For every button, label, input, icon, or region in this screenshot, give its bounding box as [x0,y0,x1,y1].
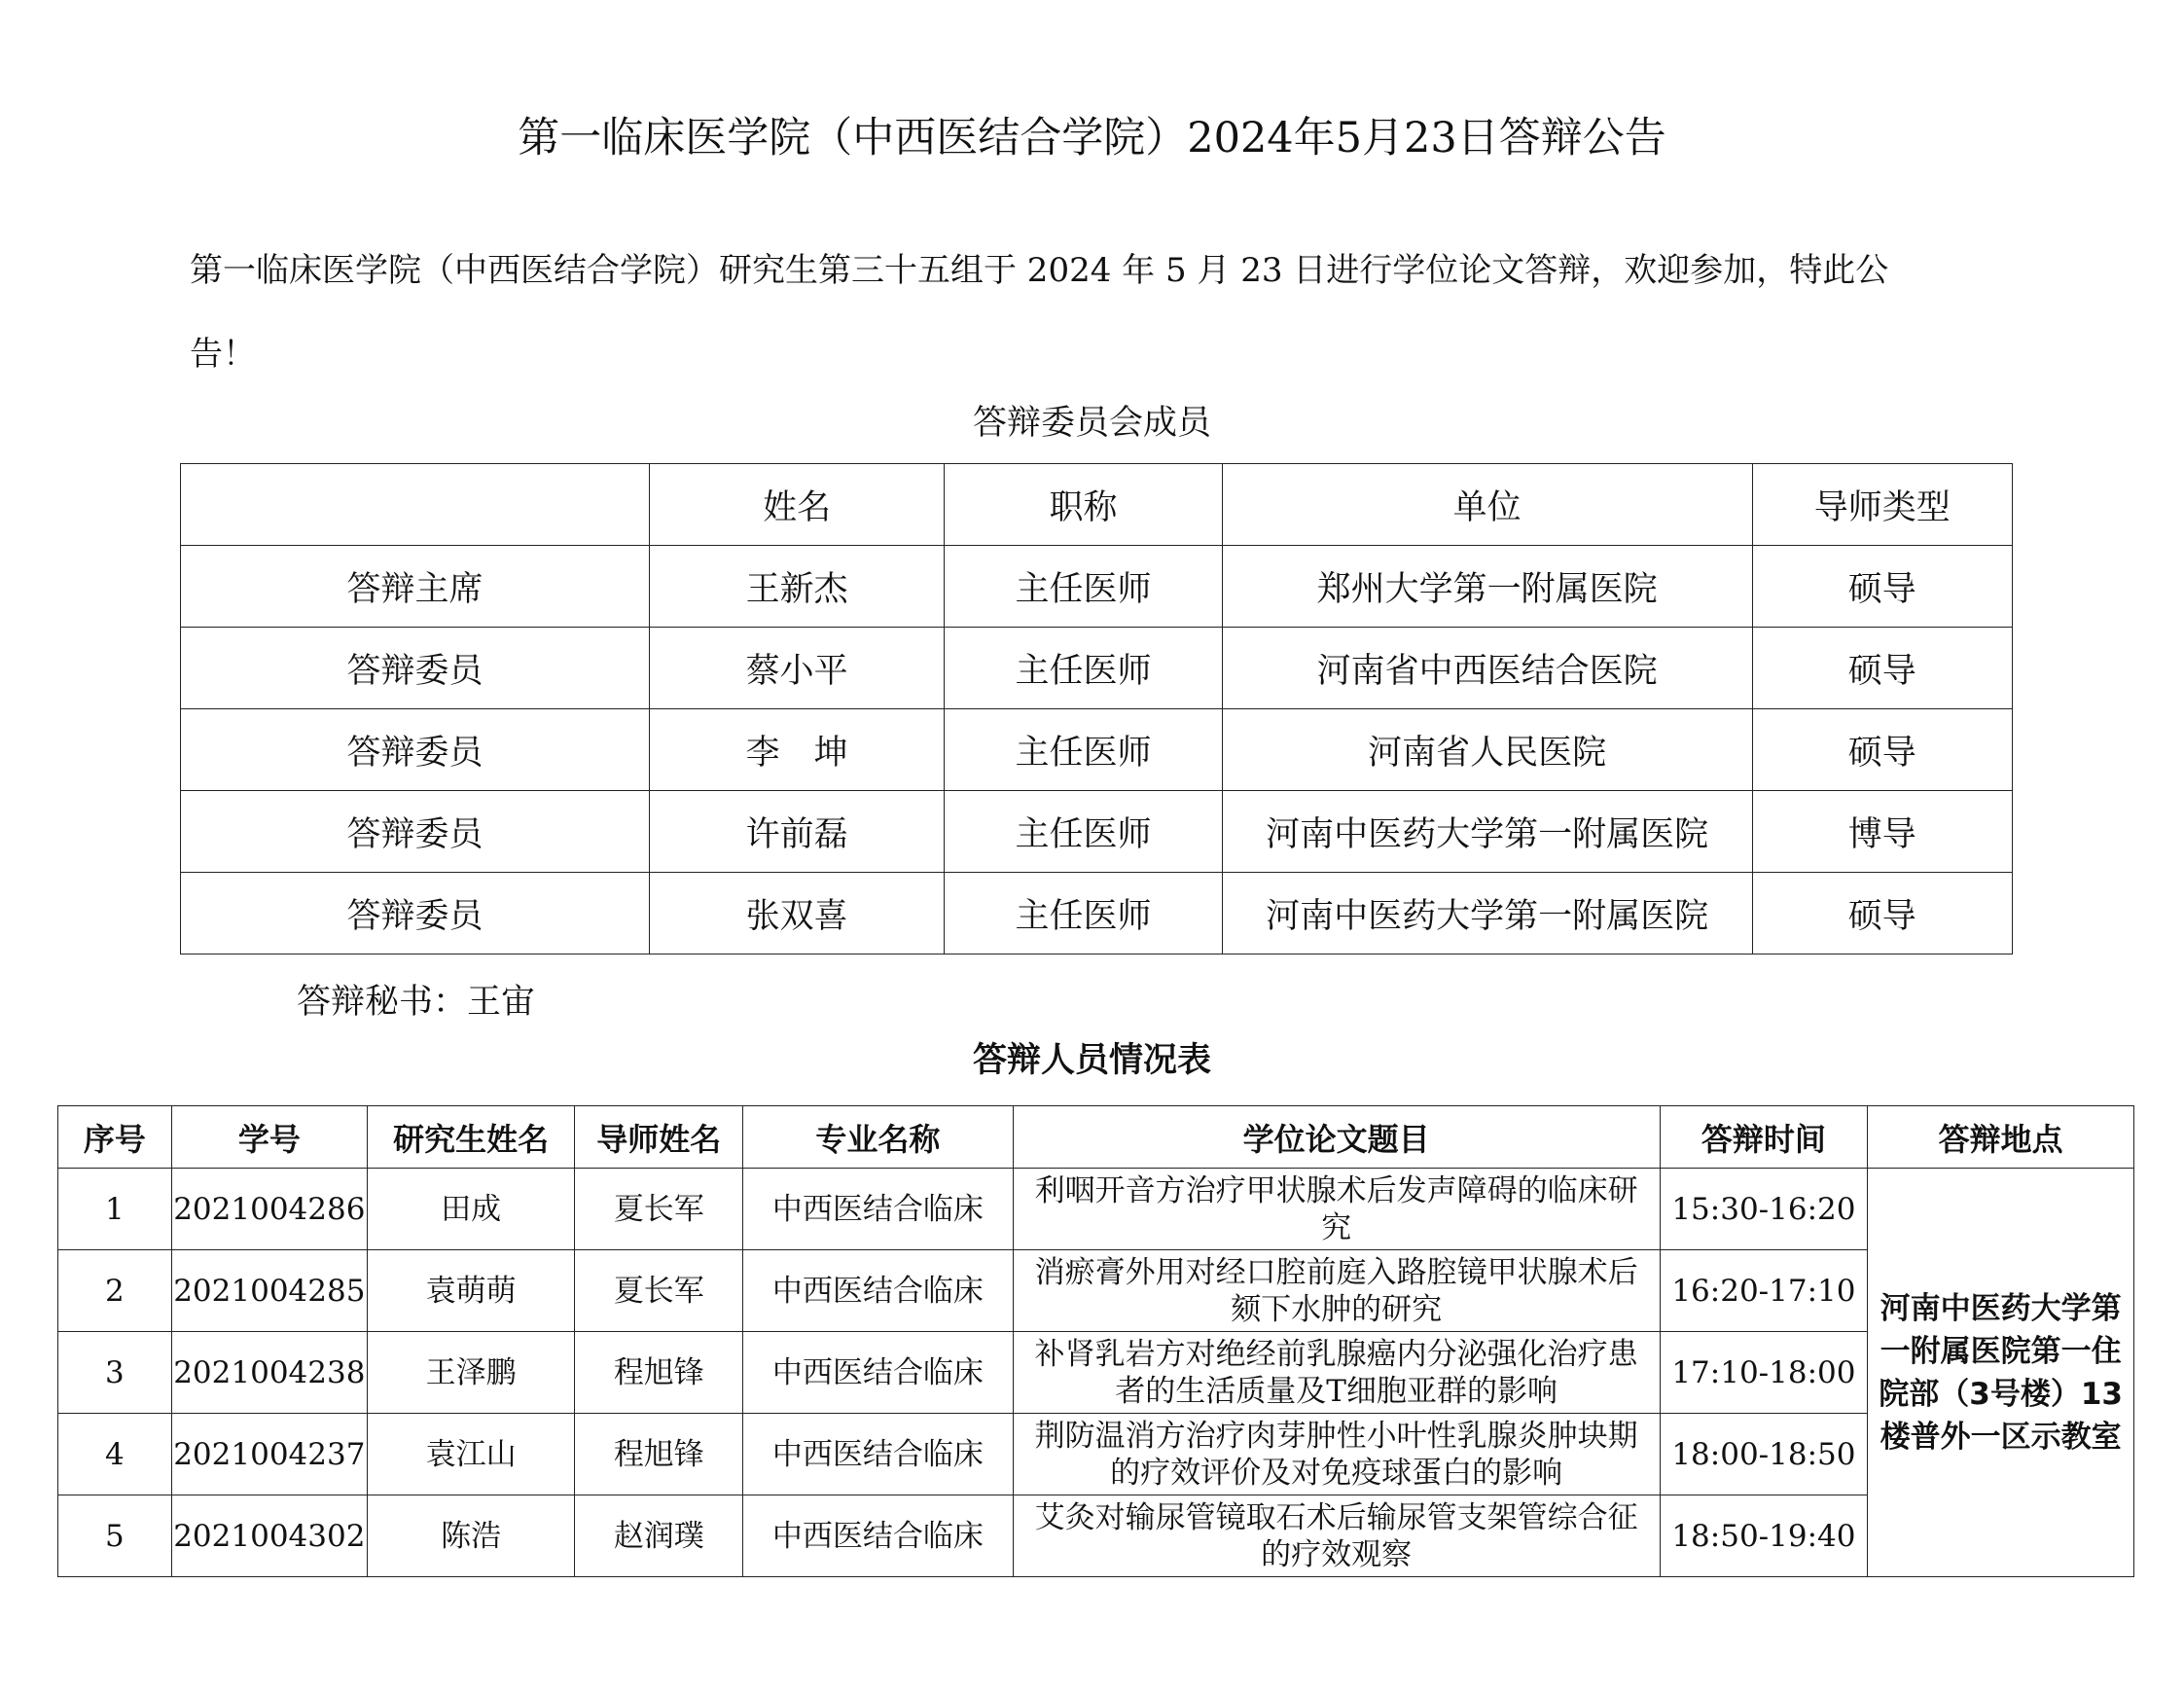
page-title: 第一临床医学院（中西医结合学院）2024年5月23日答辩公告 [518,114,1666,162]
applicant-major: 中西医结合临床 [743,1495,1014,1577]
committee-row [181,873,2013,955]
committee-row [181,709,2013,791]
applicants-header-thesis-title: 学位论文题目 [1013,1106,1660,1169]
applicant-student-id: 2021004238 [171,1332,367,1414]
applicant-defense-time: 15:30-16:20 [1660,1169,1868,1250]
applicant-major: 中西医结合临床 [743,1169,1014,1250]
committee-advisor-type: 硕导 [1752,628,2012,709]
applicant-major: 中西医结合临床 [743,1414,1014,1495]
committee-unit: 河南省人民医院 [1222,709,1752,791]
applicants-header-major: 专业名称 [743,1106,1014,1169]
committee-header-title: 职称 [945,464,1222,546]
applicant-index: 2 [58,1250,172,1332]
committee-role: 答辩委员 [181,873,650,955]
committee-title-cell: 主任医师 [945,628,1222,709]
applicant-student-name: 陈浩 [367,1495,575,1577]
applicant-major: 中西医结合临床 [743,1332,1014,1414]
committee-unit: 河南中医药大学第一附属医院 [1222,873,1752,955]
committee-title: 答辩委员会成员 [972,404,1211,443]
intro-line-1: 第一临床医学院（中西医结合学院）研究生第三十五组于 2024 年 5 月 23 日进行学位论文答辩，欢迎参加，特此公 [190,251,1889,290]
applicant-row [58,1169,2134,1250]
committee-row [181,546,2013,628]
applicants-table [57,1105,2134,1577]
committee-secretary: 答辩秘书：王宙 [297,983,536,1022]
intro-paragraph [190,229,2009,396]
applicant-defense-time: 16:20-17:10 [1660,1250,1868,1332]
applicant-student-name: 袁江山 [367,1414,575,1495]
applicant-advisor-name: 夏长军 [575,1169,743,1250]
applicant-major: 中西医结合临床 [743,1250,1014,1332]
committee-name: 李 坤 [649,709,944,791]
committee-name: 张双喜 [649,873,944,955]
applicants-header-index: 序号 [58,1106,172,1169]
applicant-defense-time: 18:50-19:40 [1660,1495,1868,1577]
committee-title-cell: 主任医师 [945,709,1222,791]
applicants-header-defense-time: 答辩时间 [1660,1106,1868,1169]
applicants-header-location: 答辩地点 [1868,1106,2134,1169]
applicant-advisor-name: 程旭锋 [575,1332,743,1414]
applicant-student-id: 2021004286 [171,1169,367,1250]
committee-advisor-type: 硕导 [1752,546,2012,628]
applicants-title: 答辩人员情况表 [972,1040,1211,1080]
applicant-thesis-title: 艾灸对输尿管镜取石术后输尿管支架管综合征的疗效观察 [1013,1495,1660,1577]
committee-name: 许前磊 [649,791,944,873]
applicants-header-student-name: 研究生姓名 [367,1106,575,1169]
applicants-header-advisor-name: 导师姓名 [575,1106,743,1169]
defense-location: 河南中医药大学第一附属医院第一住院部（3号楼）13楼普外一区示教室 [1868,1169,2134,1577]
intro-line-2: 告！ [190,335,256,374]
applicant-student-name: 田成 [367,1169,575,1250]
applicant-student-id: 2021004237 [171,1414,367,1495]
applicant-thesis-title: 荆防温消方治疗肉芽肿性小叶性乳腺炎肿块期的疗效评价及对免疫球蛋白的影响 [1013,1414,1660,1495]
committee-title-cell: 主任医师 [945,873,1222,955]
committee-row [181,628,2013,709]
committee-table [180,463,2013,955]
committee-header-unit: 单位 [1222,464,1752,546]
committee-role: 答辩委员 [181,709,650,791]
committee-name: 王新杰 [649,546,944,628]
committee-header-role [181,464,650,546]
committee-header-row [181,464,2013,546]
applicant-student-name: 袁萌萌 [367,1250,575,1332]
applicant-index: 1 [58,1169,172,1250]
applicant-row [58,1250,2134,1332]
applicant-defense-time: 18:00-18:50 [1660,1414,1868,1495]
committee-title-cell: 主任医师 [945,791,1222,873]
applicant-row [58,1495,2134,1577]
committee-header-advisor-type: 导师类型 [1752,464,2012,546]
applicants-header-student-id: 学号 [171,1106,367,1169]
applicant-student-id: 2021004285 [171,1250,367,1332]
applicant-thesis-title: 消瘀膏外用对经口腔前庭入路腔镜甲状腺术后颏下水肿的研究 [1013,1250,1660,1332]
applicant-advisor-name: 赵润璞 [575,1495,743,1577]
committee-name: 蔡小平 [649,628,944,709]
committee-row [181,791,2013,873]
applicant-thesis-title: 利咽开音方治疗甲状腺术后发声障碍的临床研究 [1013,1169,1660,1250]
applicant-advisor-name: 程旭锋 [575,1414,743,1495]
applicant-row [58,1332,2134,1414]
committee-header-name: 姓名 [649,464,944,546]
committee-unit: 河南中医药大学第一附属医院 [1222,791,1752,873]
applicant-index: 3 [58,1332,172,1414]
applicants-header-row [58,1106,2134,1169]
committee-role: 答辩主席 [181,546,650,628]
committee-role: 答辩委员 [181,791,650,873]
committee-title-cell: 主任医师 [945,546,1222,628]
committee-unit: 郑州大学第一附属医院 [1222,546,1752,628]
applicant-student-name: 王泽鹏 [367,1332,575,1414]
committee-role: 答辩委员 [181,628,650,709]
committee-advisor-type: 硕导 [1752,873,2012,955]
applicant-defense-time: 17:10-18:00 [1660,1332,1868,1414]
applicant-thesis-title: 补肾乳岩方对绝经前乳腺癌内分泌强化治疗患者的生活质量及T细胞亚群的影响 [1013,1332,1660,1414]
applicant-advisor-name: 夏长军 [575,1250,743,1332]
applicant-index: 5 [58,1495,172,1577]
committee-advisor-type: 硕导 [1752,709,2012,791]
applicant-index: 4 [58,1414,172,1495]
committee-advisor-type: 博导 [1752,791,2012,873]
committee-unit: 河南省中西医结合医院 [1222,628,1752,709]
applicant-student-id: 2021004302 [171,1495,367,1577]
applicant-row [58,1414,2134,1495]
